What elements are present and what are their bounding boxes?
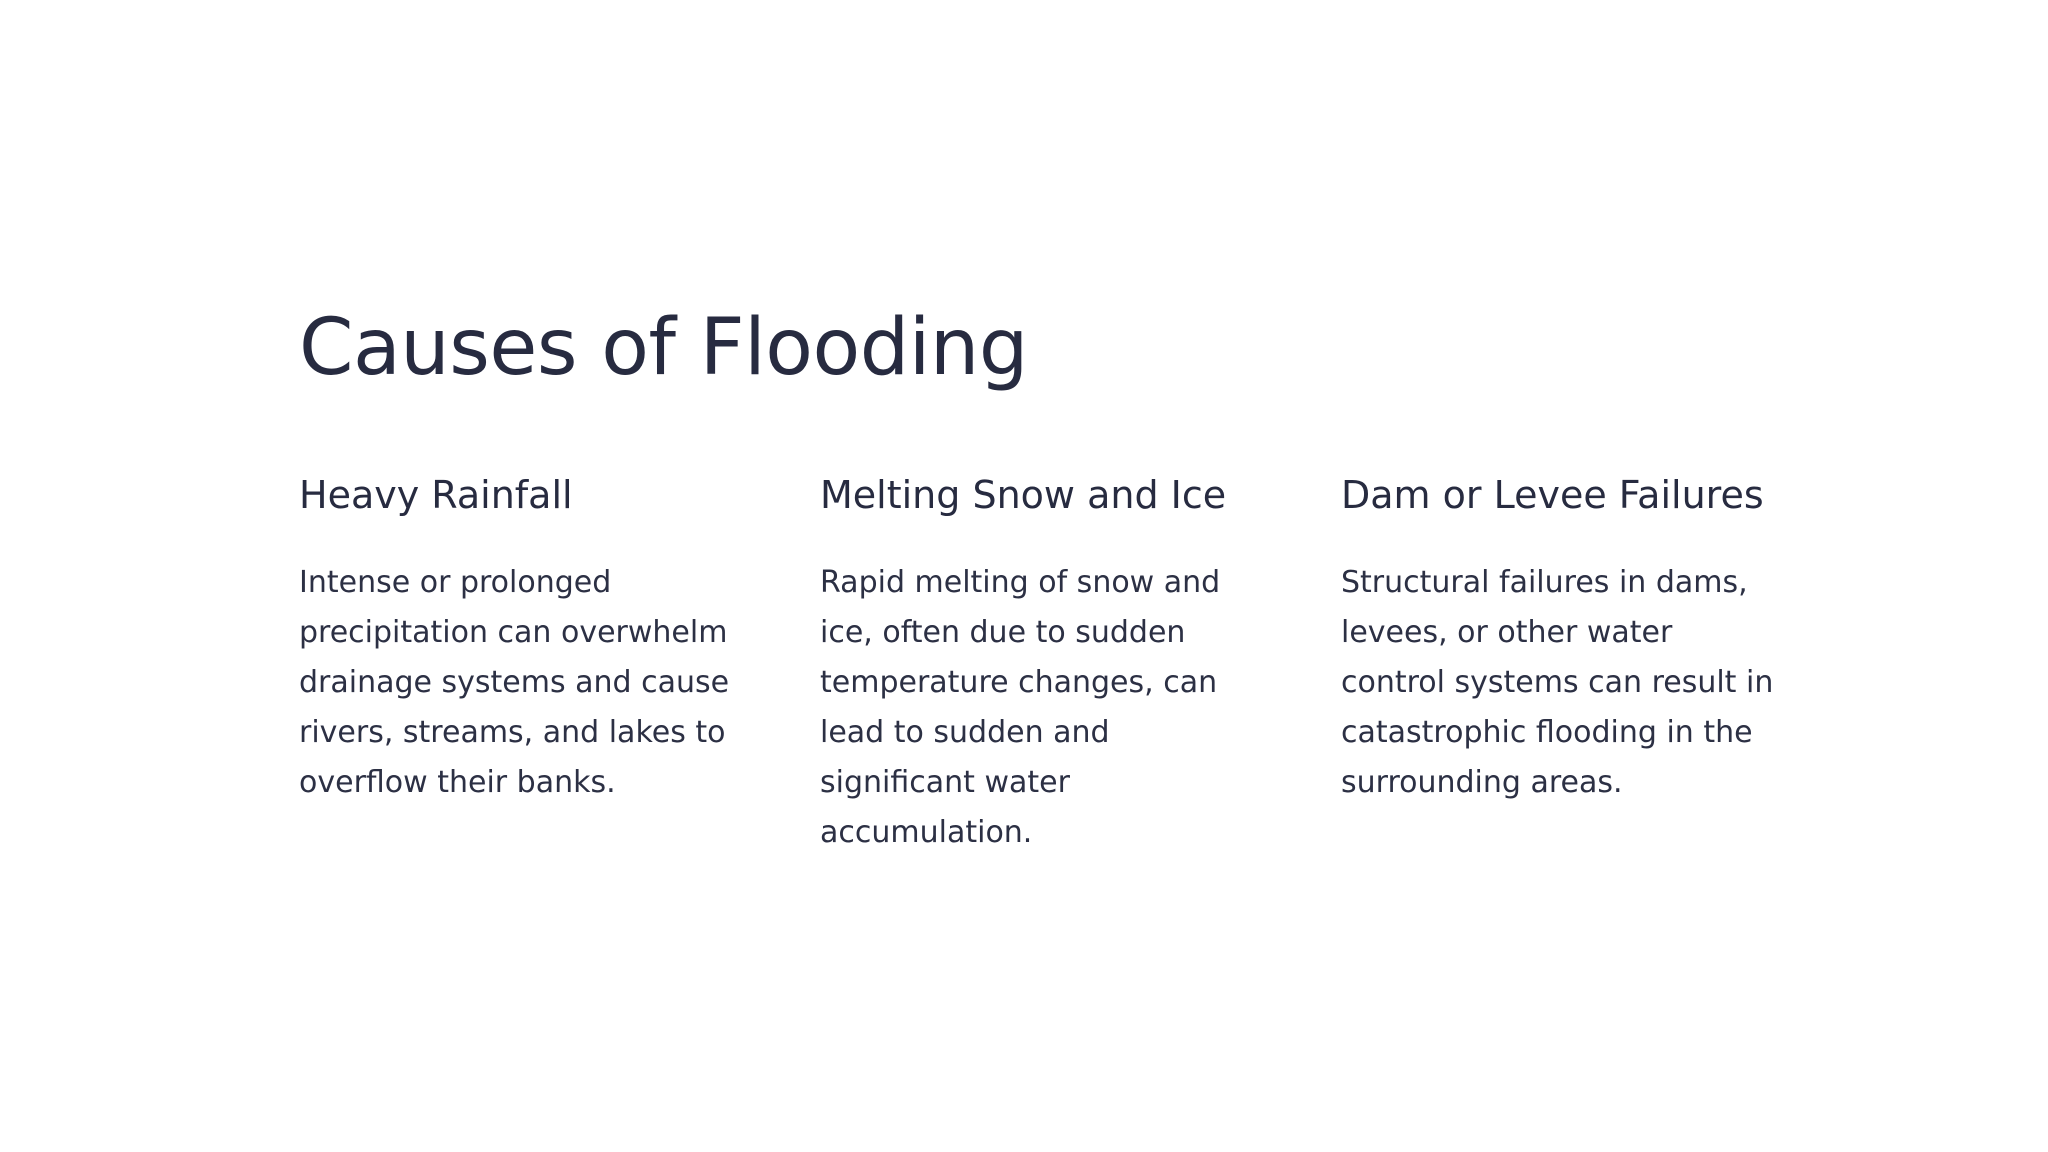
cause-description	[299, 558, 739, 808]
description-line: catastrophic flooding in the	[1341, 715, 1753, 750]
cause-column-melting-snow	[820, 462, 1260, 858]
description-line: ice, often due to sudden	[820, 615, 1186, 650]
cause-heading: Dam or Levee Failures	[1341, 473, 1764, 517]
description-line: Intense or prolonged	[299, 565, 612, 600]
description-line: significant water	[820, 765, 1070, 800]
description-line: rivers, streams, and lakes to	[299, 715, 726, 750]
description-line: overflow their banks.	[299, 765, 616, 800]
cause-description	[820, 558, 1260, 858]
cause-column-heavy-rainfall	[299, 462, 739, 808]
cause-description	[1341, 558, 1781, 808]
slide-title: Causes of Flooding	[299, 303, 1028, 393]
cause-column-dam-failures	[1341, 462, 1781, 808]
description-line: surrounding areas.	[1341, 765, 1623, 800]
description-line: lead to sudden and	[820, 715, 1110, 750]
description-line: Structural failures in dams,	[1341, 565, 1748, 600]
description-line: accumulation.	[820, 815, 1033, 850]
description-line: control systems can result in	[1341, 665, 1774, 700]
cause-heading: Heavy Rainfall	[299, 473, 573, 517]
description-line: precipitation can overwhelm	[299, 615, 728, 650]
cause-heading: Melting Snow and Ice	[820, 473, 1227, 517]
description-line: Rapid melting of snow and	[820, 565, 1221, 600]
description-line: temperature changes, can	[820, 665, 1218, 700]
description-line: drainage systems and cause	[299, 665, 730, 700]
description-line: levees, or other water	[1341, 615, 1673, 650]
